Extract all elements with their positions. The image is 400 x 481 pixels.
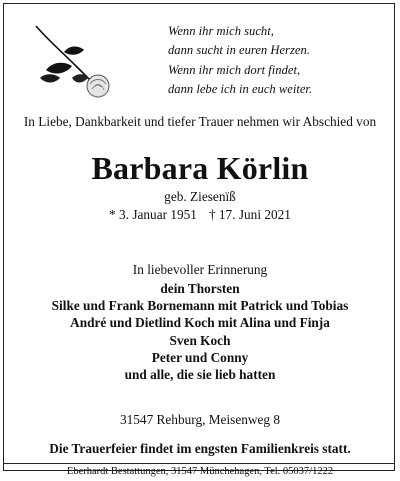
rose-icon	[28, 22, 118, 102]
mourner-line: André und Dietlind Koch mit Alina und Finja	[70, 315, 330, 331]
mourner-line: Sven Koch	[169, 332, 231, 348]
poem-line: Wenn ihr mich sucht,	[168, 24, 274, 38]
mourner-line: Peter und Conny	[151, 349, 249, 365]
deceased-name: Barbara Körlin	[91, 150, 309, 186]
death-date: † 17. Juni 2021	[208, 207, 291, 222]
memory-line: In liebevoller Erinnerung	[132, 262, 268, 277]
funeral-home-footer: Eberhardt Bestattungen, 31547 Münchehagen, Tel. 05037/1222	[66, 466, 334, 477]
intro-text: In Liebe, Dankbarkeit und tiefer Trauer nehmen wir Abschied von	[23, 114, 377, 129]
poem-line: dann sucht in euren Herzen.	[168, 43, 310, 58]
life-dates	[0, 207, 400, 223]
funeral-notice: Die Trauerfeier findet im engsten Familienkreis statt.	[49, 441, 351, 456]
footer-divider	[3, 463, 395, 464]
poem-line: Wenn ihr mich dort findet,	[168, 62, 301, 77]
mourner-line: und alle, die sie lieb hatten	[124, 367, 276, 383]
birth-date: * 3. Januar 1951	[109, 207, 197, 222]
mourners-list	[0, 280, 400, 383]
poem-line: dann lebe ich in euch weiter.	[168, 81, 313, 96]
address: 31547 Rehburg, Meisenweg 8	[119, 412, 281, 427]
mourner-line: Silke und Frank Bornemann mit Patrick und Tobias	[51, 298, 349, 314]
birth-name: geb. Ziesenïß	[164, 189, 236, 204]
mourner-line: dein Thorsten	[160, 281, 240, 296]
poem	[168, 22, 383, 99]
